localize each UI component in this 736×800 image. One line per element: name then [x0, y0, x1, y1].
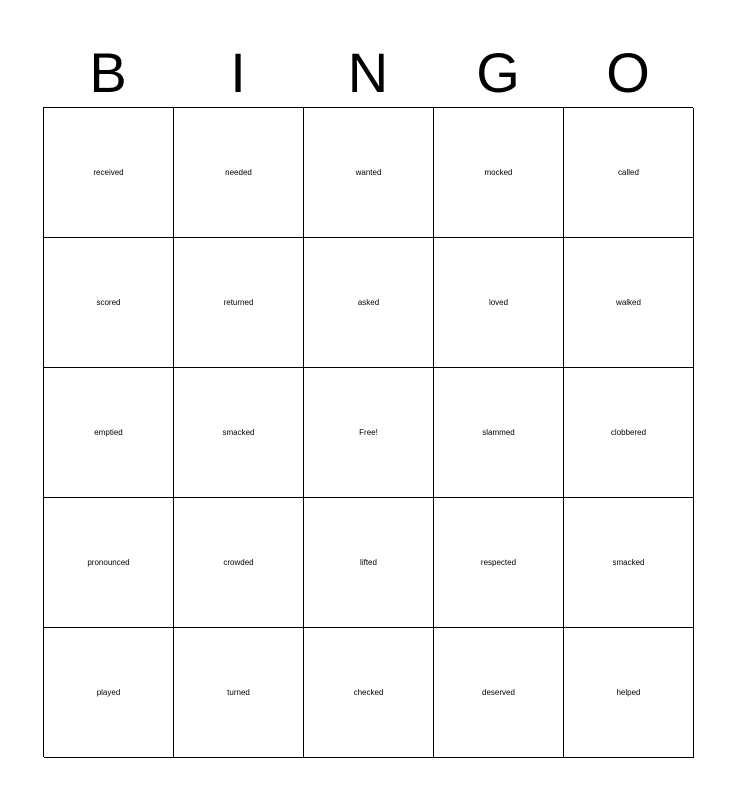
- bingo-cell: needed: [174, 108, 304, 238]
- header-letter-g: G: [476, 41, 520, 104]
- bingo-cell: crowded: [174, 498, 304, 628]
- bingo-cell: slammed: [434, 368, 564, 498]
- bingo-board: [43, 107, 693, 757]
- bingo-cell: called: [564, 108, 694, 238]
- bingo-cell: pronounced: [44, 498, 174, 628]
- bingo-cell: mocked: [434, 108, 564, 238]
- bingo-cell: checked: [304, 628, 434, 758]
- bingo-cell: scored: [44, 238, 174, 368]
- bingo-cell: played: [44, 628, 174, 758]
- header-letter-o: O: [606, 41, 650, 104]
- bingo-cell: lifted: [304, 498, 434, 628]
- bingo-cell: deserved: [434, 628, 564, 758]
- bingo-cell-free: Free!: [304, 368, 434, 498]
- bingo-cell: loved: [434, 238, 564, 368]
- bingo-header: [43, 40, 693, 106]
- bingo-cell: asked: [304, 238, 434, 368]
- bingo-cell: emptied: [44, 368, 174, 498]
- bingo-cell: wanted: [304, 108, 434, 238]
- header-letter-n: N: [347, 41, 389, 104]
- bingo-cell: received: [44, 108, 174, 238]
- bingo-cell: returned: [174, 238, 304, 368]
- bingo-cell: clobbered: [564, 368, 694, 498]
- bingo-cell: respected: [434, 498, 564, 628]
- bingo-cell: helped: [564, 628, 694, 758]
- header-letter-i: I: [230, 41, 246, 104]
- bingo-cell: turned: [174, 628, 304, 758]
- bingo-cell: smacked: [174, 368, 304, 498]
- bingo-cell: smacked: [564, 498, 694, 628]
- bingo-cell: walked: [564, 238, 694, 368]
- header-letter-b: B: [89, 41, 127, 104]
